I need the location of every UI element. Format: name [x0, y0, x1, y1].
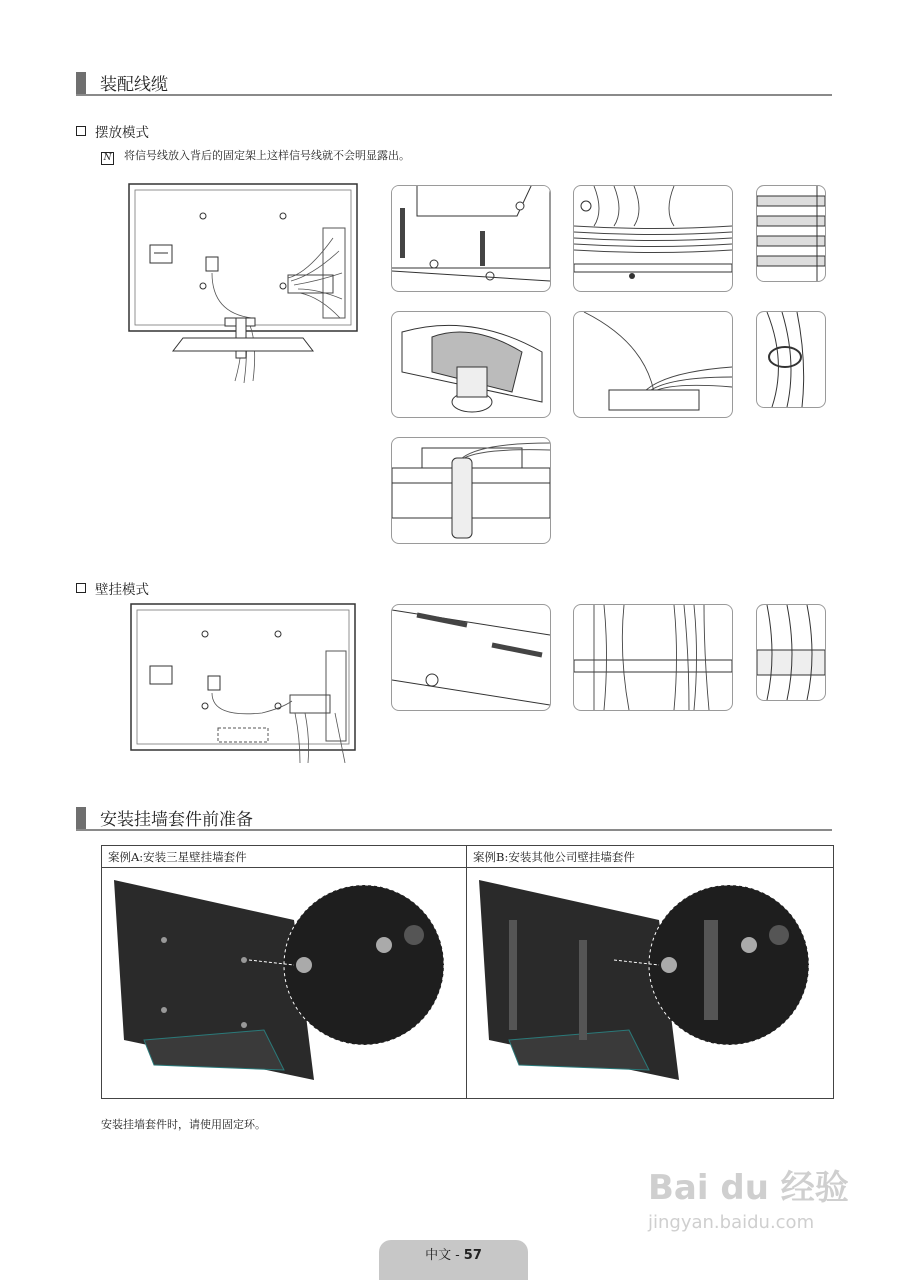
- wall-mount-cases-table: [101, 845, 834, 1099]
- watermark-brand: Bai du 经验: [648, 1168, 849, 1208]
- detail-panel-tie-zoom: [756, 311, 826, 408]
- detail-panel-wall-bracket: [391, 604, 551, 711]
- case-b-header: 案例B:安装其他公司壁挂墙套件: [467, 846, 833, 868]
- footer-language: 中文 -: [425, 1248, 464, 1263]
- section-marker: [76, 807, 86, 829]
- stand-mode-label: 摆放模式: [95, 125, 149, 141]
- section-header-wall-mount-prep: [76, 805, 832, 831]
- stand-mode-note-text: 将信号线放入背后的固定架上这样信号线就不会明显露出。: [124, 149, 410, 162]
- detail-panel-stand-holder: [391, 311, 551, 418]
- detail-panel-clips-zoom: [756, 185, 826, 282]
- section-title: 安装挂墙套件前准备: [100, 810, 253, 830]
- section-header-cable-assembly: [76, 70, 832, 96]
- wall-mode-label: 壁挂模式: [95, 582, 149, 598]
- tv-back-stand-illustration: [128, 183, 358, 388]
- detail-panel-bracket-1: [391, 185, 551, 292]
- checkbox-icon: [76, 126, 86, 136]
- wall-mount-note: 安装挂墙套件时，请使用固定环。: [101, 1118, 266, 1131]
- checkbox-icon: [76, 583, 86, 593]
- detail-panel-cable-tie: [573, 311, 733, 418]
- detail-panel-wall-zoom: [756, 604, 826, 701]
- column-divider: [466, 846, 467, 1098]
- case-a-header: 案例A:安装三星壁挂墙套件: [102, 846, 466, 868]
- tv-back-wall-illustration: [130, 603, 358, 763]
- watermark-url: jingyan.baidu.com: [648, 1212, 815, 1233]
- detail-panel-cable-cover: [391, 437, 551, 544]
- section-marker: [76, 72, 86, 94]
- case-b-illustration: [479, 880, 819, 1092]
- note-icon: N: [101, 152, 114, 165]
- wall-mode-heading: [76, 578, 149, 598]
- stand-mode-note: [101, 147, 410, 165]
- page-number: 57: [463, 1248, 482, 1263]
- watermark-logo: [648, 1160, 849, 1209]
- detail-panel-cables-routed: [573, 185, 733, 292]
- detail-panel-wall-cables: [573, 604, 733, 711]
- section-title: 装配线缆: [100, 75, 168, 95]
- case-a-illustration: [114, 880, 454, 1092]
- stand-mode-heading: [76, 121, 149, 141]
- page-footer: [379, 1240, 528, 1280]
